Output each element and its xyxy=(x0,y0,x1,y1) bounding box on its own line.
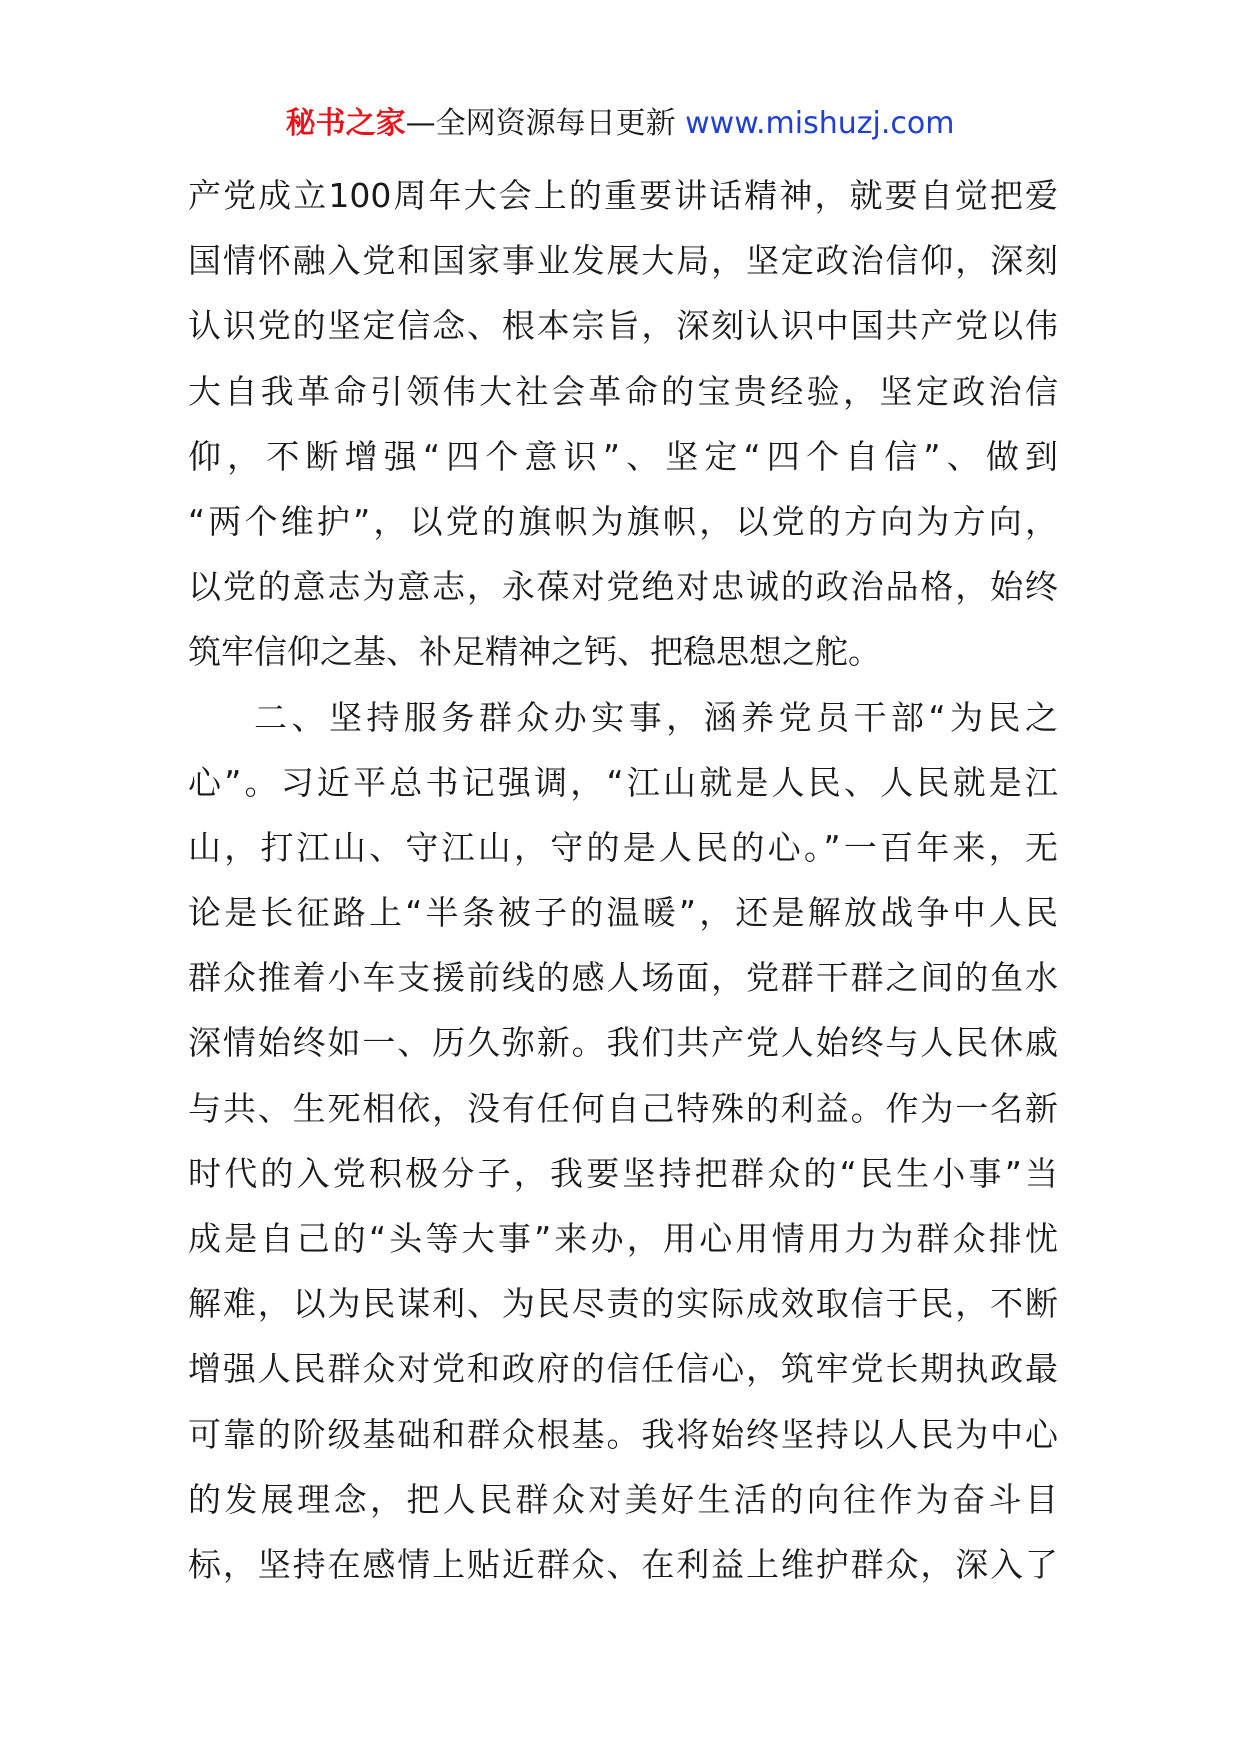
text-line: 群众推着小车支援前线的感人场面，党群干群之间的鱼水 xyxy=(188,958,1058,998)
text-line: 大自我革命引领伟大社会革命的宝贵经验，坚定政治信 xyxy=(188,371,1058,411)
text-line: 国情怀融入党和国家事业发展大局，坚定政治信仰，深刻 xyxy=(188,241,1058,281)
document-body xyxy=(188,163,1058,1597)
text-line: 的发展理念，把人民群众对美好生活的向往作为奋斗目 xyxy=(188,1479,1058,1519)
text-line: 产党成立100周年大会上的重要讲话精神，就要自觉把爱 xyxy=(188,176,1058,215)
text-line: 心”。习近平总书记强调，“江山就是人民、人民就是江 xyxy=(188,762,1058,802)
text-line: 成是自己的“头等大事”来办，用心用情用力为群众排忧 xyxy=(188,1219,1058,1258)
text-line: 增强人民群众对党和政府的信任信心，筑牢党长期执政最 xyxy=(188,1349,1058,1389)
text-line: “两个维护”，以党的旗帜为旗帜，以党的方向为方向， xyxy=(188,501,1058,541)
text-line: 仰，不断增强“四个意识”、坚定“四个自信”、做到 xyxy=(188,436,1058,476)
text-line: 与共、生死相依，没有任何自己特殊的利益。作为一名新 xyxy=(188,1088,1058,1128)
text-line: 山，打江山、守江山，守的是人民的心。”一百年来，无 xyxy=(188,827,1058,867)
site-tagline: —全网资源每日更新 xyxy=(405,106,676,141)
text-line: 认识党的坚定信念、根本宗旨，深刻认识中国共产党以伟 xyxy=(188,306,1058,346)
text-line: 筑牢信仰之基、补足精神之钙、把稳思想之舵。 xyxy=(188,632,881,672)
page-header xyxy=(0,104,1240,144)
text-line: 标，坚持在感情上贴近群众、在利益上维护群众，深入了 xyxy=(188,1544,1058,1584)
text-line: 可靠的阶级基础和群众根基。我将始终坚持以人民为中心 xyxy=(188,1414,1058,1454)
site-url: www.mishuzj.com xyxy=(685,106,955,141)
text-line: 时代的入党积极分子，我要坚持把群众的“民生小事”当 xyxy=(188,1153,1058,1193)
paragraph-start-line: 二、坚持服务群众办实事，涵养党员干部“为民之 xyxy=(254,697,1058,737)
text-line: 深情始终如一、历久弥新。我们共产党人始终与人民休戚 xyxy=(188,1023,1058,1063)
text-line: 以党的意志为意志，永葆对党绝对忠诚的政治品格，始终 xyxy=(188,567,1058,607)
text-line: 解难，以为民谋利、为民尽责的实际成效取信于民，不断 xyxy=(188,1284,1058,1324)
text-line: 论是长征路上“半条被子的温暖”，还是解放战争中人民 xyxy=(188,893,1058,933)
site-brand: 秘书之家 xyxy=(285,106,406,141)
